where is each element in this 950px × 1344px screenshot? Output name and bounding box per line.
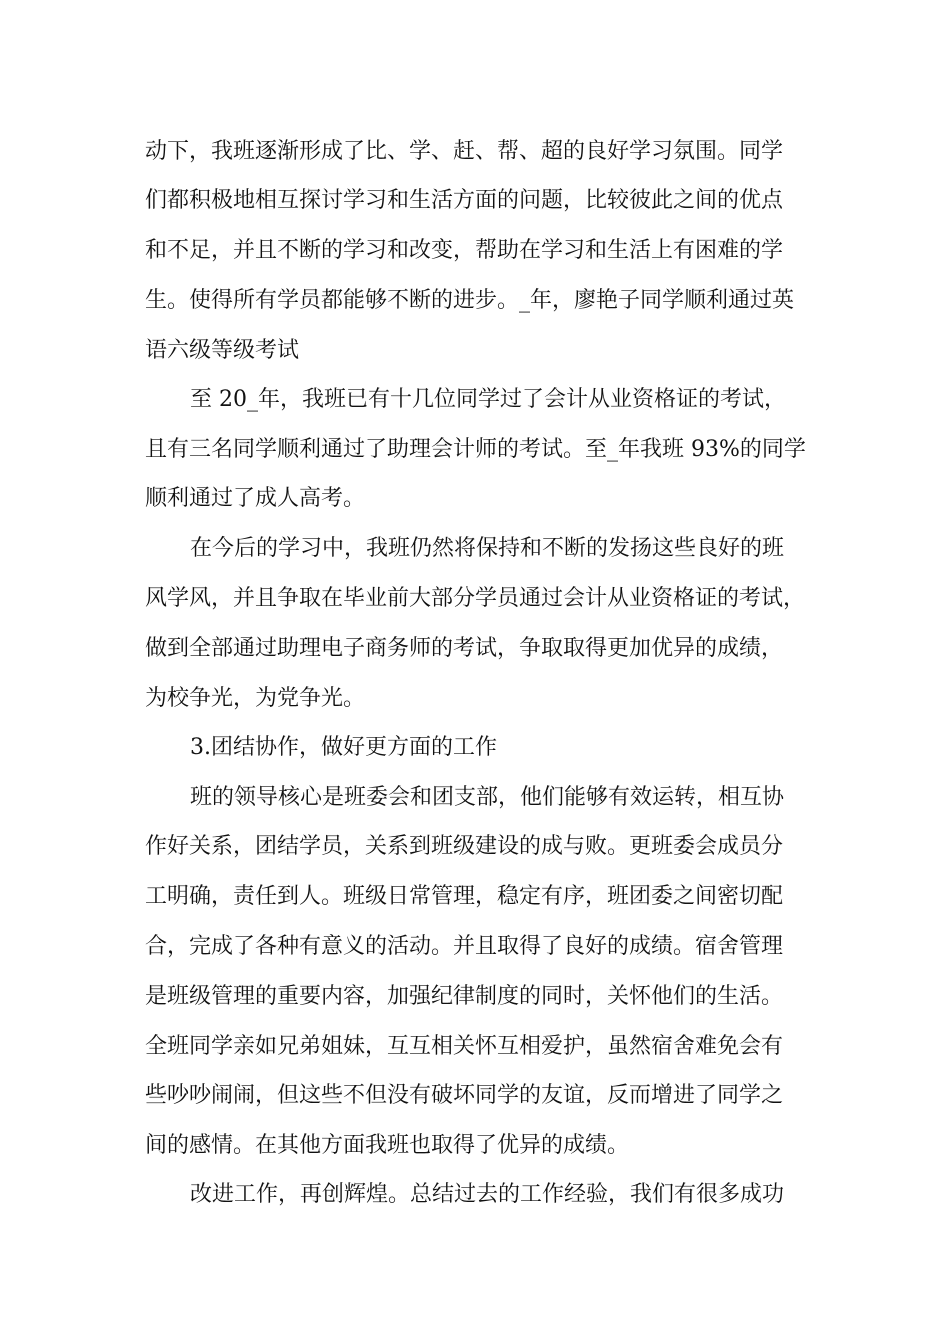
text-line: 至 20_年，我班已有十几位同学过了会计从业资格证的考试， [190,387,786,412]
text-line: 改进工作，再创辉煌。总结过去的工作经验，我们有很多成功 [190,1182,785,1207]
text-line: 在今后的学习中，我班仍然将保持和不断的发扬这些良好的班 [190,536,785,561]
text-line: 动下，我班逐渐形成了比、学、赶、帮、超的良好学习氛围。同学 [145,139,784,164]
text-line: 语六级等级考试 [145,338,300,363]
text-line: 是班级管理的重要内容，加强纪律制度的同时，关怀他们的生活。 [145,984,784,1009]
text-line: 间的感情。在其他方面我班也取得了优异的成绩。 [145,1133,630,1158]
text-line: 些吵吵闹闹，但这些不但没有破坏同学的友谊，反而增进了同学之 [145,1083,784,1108]
text-line: 全班同学亲如兄弟姐妹，互互相关怀互相爱护，虽然宿舍难免会有 [145,1034,784,1059]
text-line: 们都积极地相互探讨学习和生活方面的问题，比较彼此之间的优点 [145,188,784,213]
section-heading: 3.团结协作，做好更方面的工作 [190,735,497,760]
text-line: 风学风，并且争取在毕业前大部分学员通过会计从业资格证的考试， [145,586,806,611]
text-line: 生。使得所有学员都能够不断的进步。_年，廖艳子同学顺利通过英 [145,288,795,313]
text-line: 工明确，责任到人。班级日常管理，稳定有序，班团委之间密切配 [145,884,784,909]
text-line: 作好关系，团结学员，关系到班级建设的成与败。更班委会成员分 [145,834,784,859]
text-line: 合，完成了各种有意义的活动。并且取得了良好的成绩。宿舍管理 [145,934,784,959]
text-line: 且有三名同学顺利通过了助理会计师的考试。至_年我班 93%的同学 [145,437,806,462]
text-line: 顺利通过了成人高考。 [145,486,366,511]
text-line: 班的领导核心是班委会和团支部，他们能够有效运转，相互协 [190,785,785,810]
text-line: 和不足，并且不断的学习和改变，帮助在学习和生活上有困难的学 [145,238,784,263]
text-line: 为校争光，为党争光。 [145,686,366,711]
text-line: 做到全部通过助理电子商务师的考试，争取取得更加优异的成绩， [145,636,784,661]
